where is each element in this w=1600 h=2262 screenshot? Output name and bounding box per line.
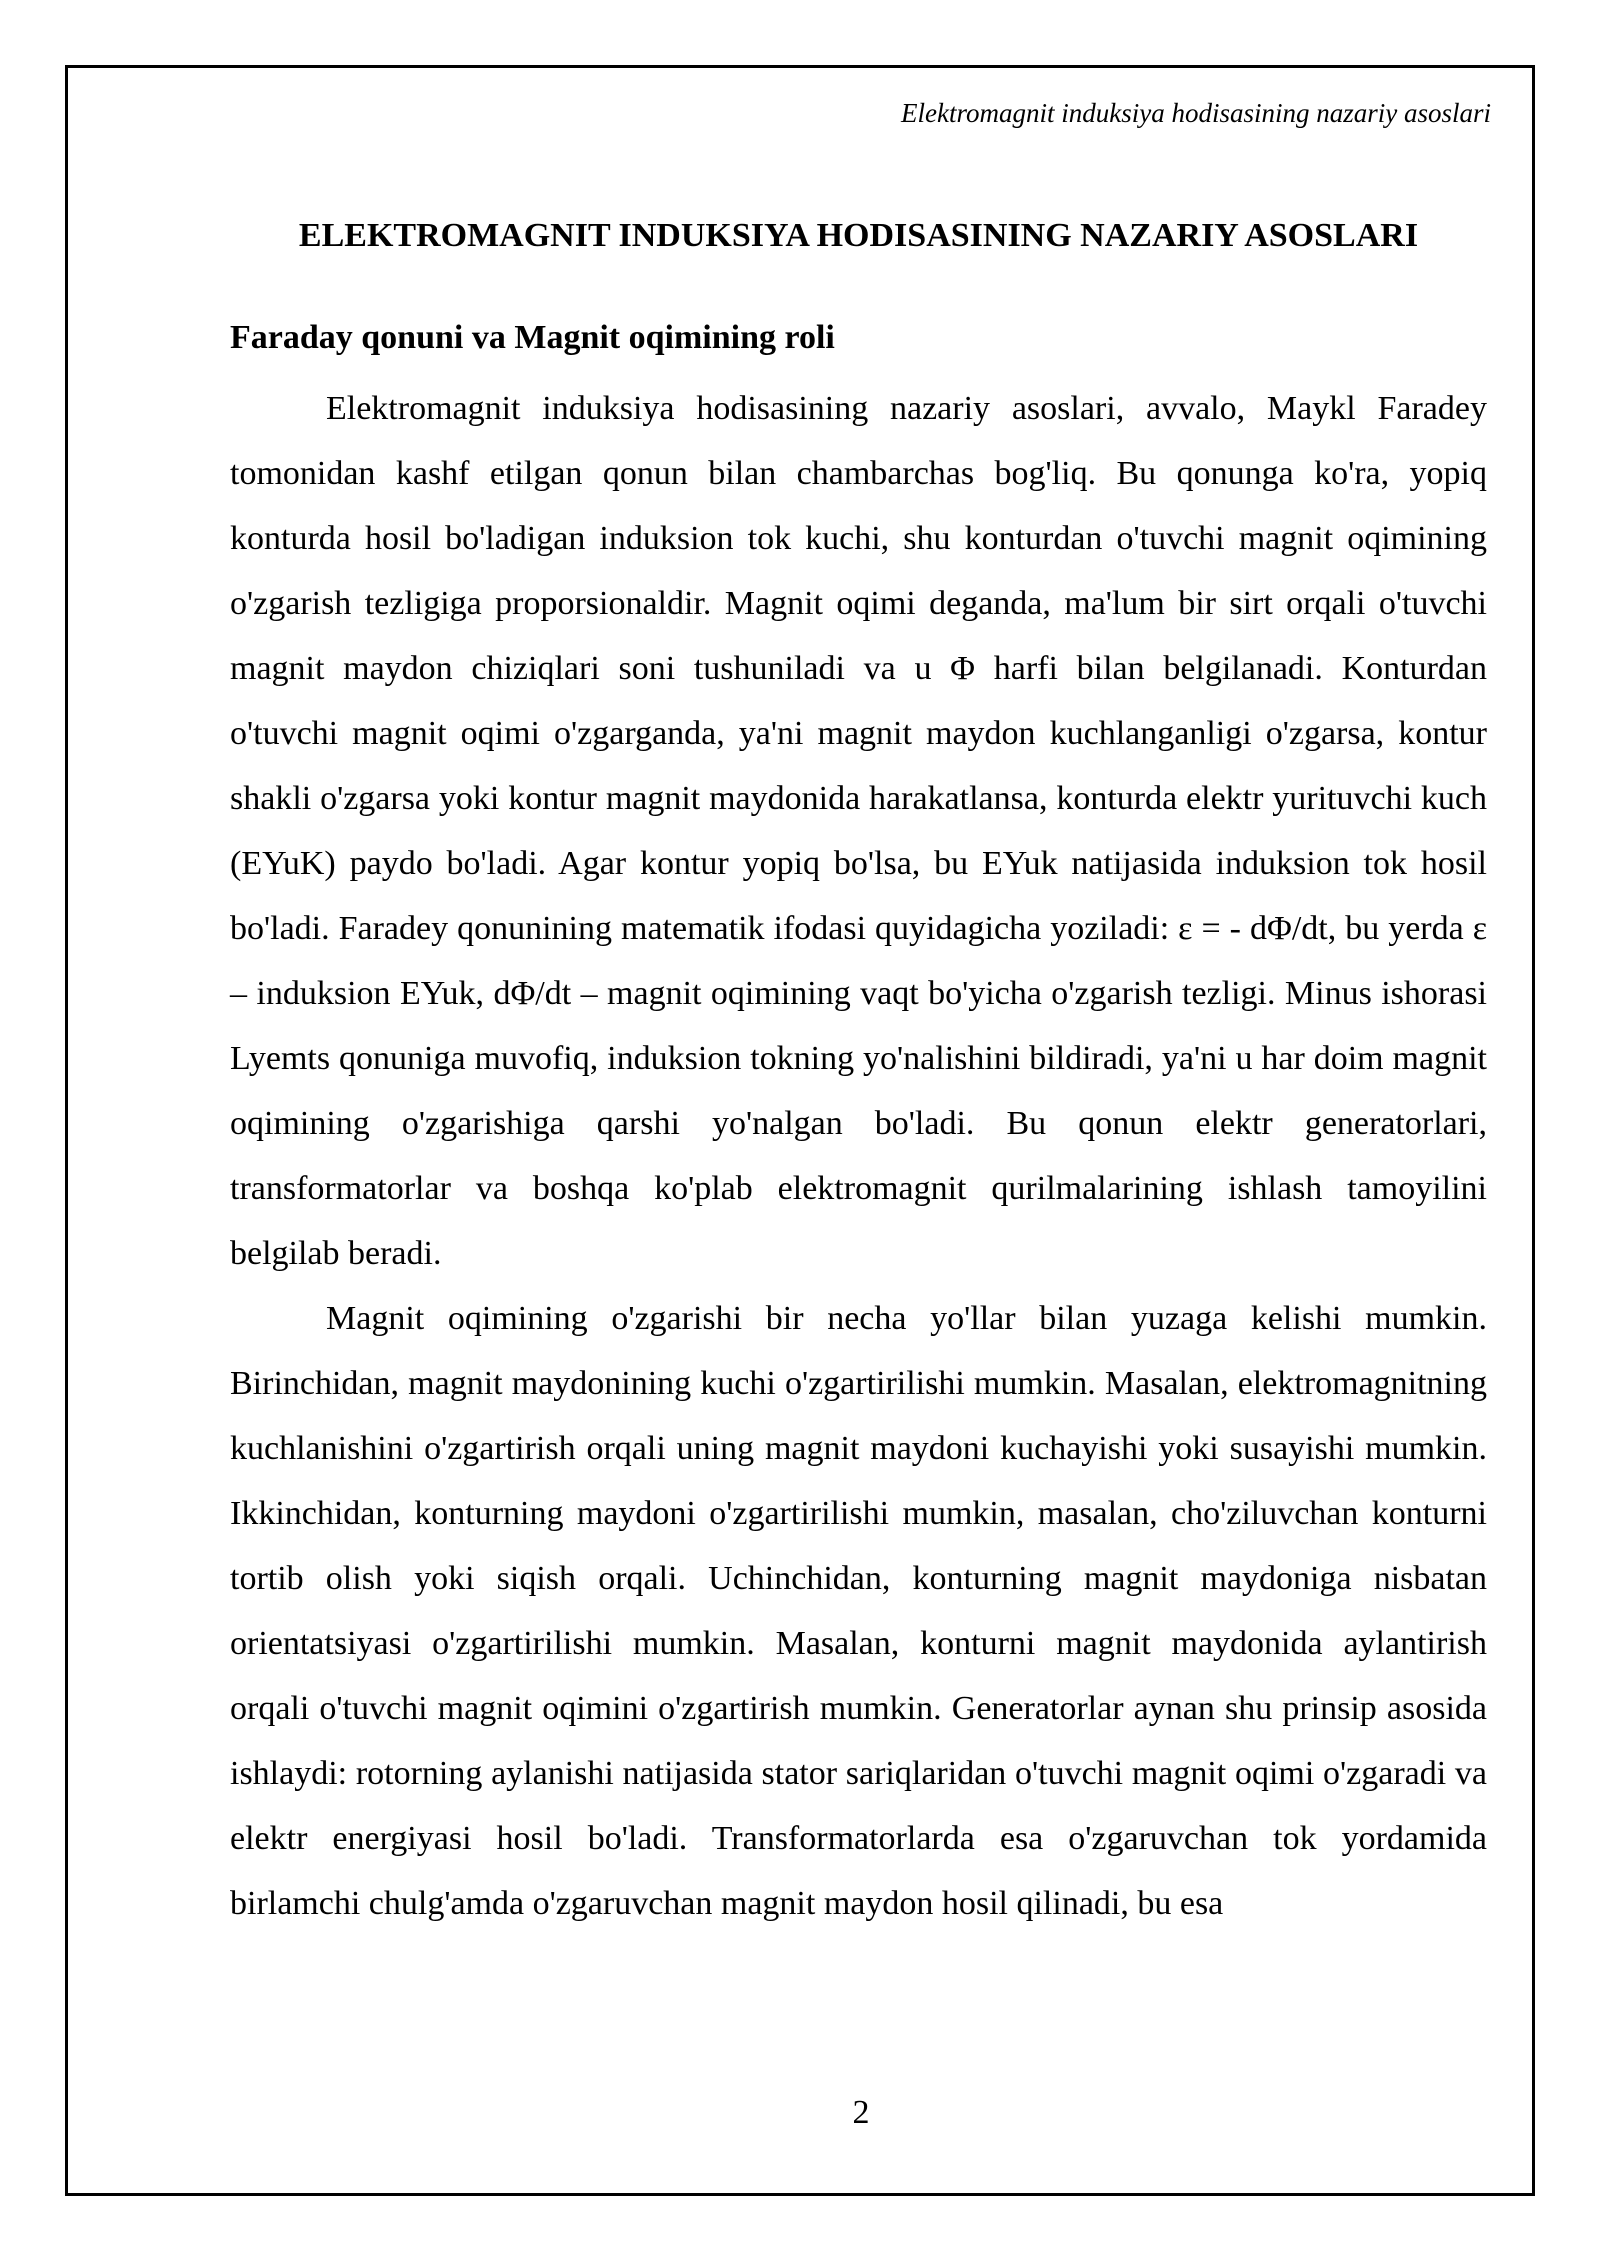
paragraph: Magnit oqimining o'zgarishi bir necha yo'llar bilan yuzaga kelishi mumkin. Birinchidan, magnit maydonining kuchi o'zgartirilishi mumkin. Masalan, elektromagnitning kuchlanishini o'zgartirish orqali uning magnit maydoni kuchayishi yoki susayishi mumkin. Ikkinchidan, konturning maydoni o'zgartirilishi mumkin, masalan, cho'ziluvchan konturni tortib olish yoki siqish orqali. Uchinchidan, konturning magnit maydoniga nisbatan orientatsiyasi o'zgartirilishi mumkin. Masalan, konturni magnit maydonida aylantirish orqali o'tuvchi magnit oqimini o'zgartirish mumkin. Generatorlar aynan shu prinsip asosida ishlaydi: rotorning aylanishi natijasida stator sariqlaridan o'tuvchi magnit oqimi o'zgaradi va elektr energiyasi hosil bo'ladi. Transformatorlarda esa o'zgaruvchan tok yordamida birlamchi chulg'amda o'zgaruvchan magnit maydon hosil qilinadi, bu esa xyxy=(230,1300,1487,1922)
document-body xyxy=(230,210,1487,1936)
running-header: Elektromagnit induksiya hodisasining nazariy asoslari xyxy=(901,98,1491,128)
document-title: ELEKTROMAGNIT INDUKSIYA HODISASINING NAZARIY ASOSLARI xyxy=(298,217,1419,254)
page-number: 2 xyxy=(852,2094,870,2131)
paragraph: Elektromagnit induksiya hodisasining nazariy asoslari, avvalo, Maykl Faradey tomonidan kashf etilgan qonun bilan chambarchas bog'liq. Bu qonunga ko'ra, yopiq konturda hosil bo'ladigan induksion tok kuchi, shu konturdan o'tuvchi magnit oqimining o'zgarish tezligiga proporsionaldir. Magnit oqimi deganda, ma'lum bir sirt orqali o'tuvchi magnit maydon chiziqlari soni tushuniladi va u Φ harfi bilan belgilanadi. Konturdan o'tuvchi magnit oqimi o'zgarganda, ya'ni magnit maydon kuchlanganligi o'zgarsa, kontur shakli o'zgarsa yoki kontur magnit maydonida harakatlansa, konturda elektr yurituvchi kuch (EYuK) paydo bo'ladi. Agar kontur yopiq bo'lsa, bu EYuk natijasida induksion tok hosil bo'ladi. Faradey qonunining matematik ifodasi quyidagicha yoziladi: ε = - dΦ/dt, bu yerda ε – induksion EYuk, dΦ/dt – magnit oqimining vaqt bo'yicha o'zgarish tezligi. Minus ishorasi Lyemts qonuniga muvofiq, induksion tokning yo'nalishini bildiradi, ya'ni u har doim magnit oqimining o'zgarishiga qarshi yo'nalgan bo'ladi. Bu qonun elektr generatorlari, transformatorlar va boshqa ko'plab elektromagnit qurilmalarining ishlash tamoyilini belgilab beradi. xyxy=(230,390,1487,1272)
section-heading: Faraday qonuni va Magnit oqimining roli xyxy=(230,319,835,356)
